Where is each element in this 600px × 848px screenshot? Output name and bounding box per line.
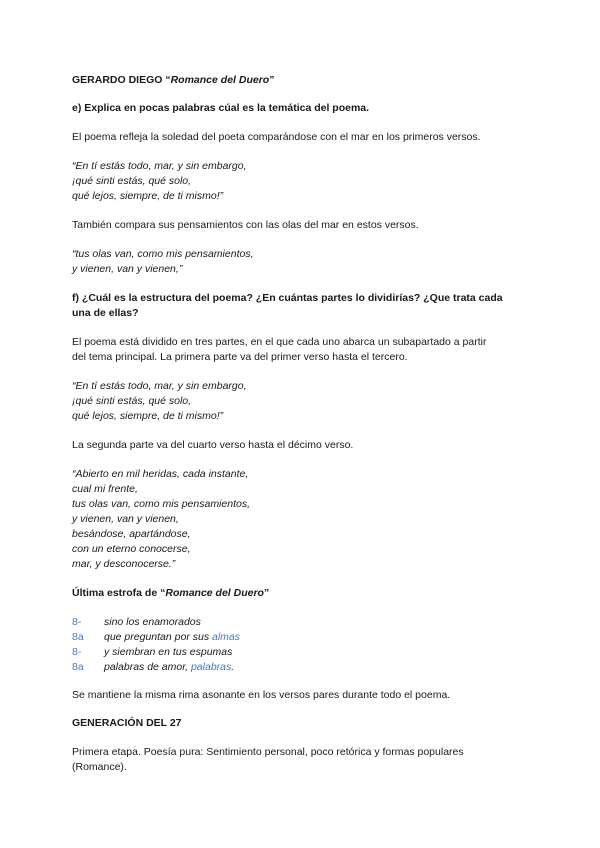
quote4-line: “Abierto en mil heridas, cada instante, [72, 468, 249, 480]
quote3-line: ¡qué sinti estás, qué solo, [72, 395, 192, 407]
verse-text: y siembran en tus espumas [104, 646, 233, 658]
quote4-line: besándose, apartándose, [72, 528, 191, 540]
answer-f: El poema está dividido en tres partes, en el que cada uno abarca un subapartado a partir [72, 336, 487, 348]
quote2-line: y vienen, van y vienen,” [72, 263, 183, 275]
quote1-line: “En tí estás todo, mar, y sin embargo, [72, 160, 247, 172]
quote4-line: mar, y desconocerse.” [72, 558, 176, 570]
meter-tag: 8a [72, 661, 84, 673]
quote4-line: con un eterno conocerse, [72, 543, 191, 555]
generation-title: GENERACIÓN DEL 27 [72, 717, 182, 729]
generation-text: (Romance). [72, 761, 127, 773]
stanza-verse [104, 631, 240, 644]
verse-text: sino los enamorados [104, 616, 201, 628]
quote2-line: “tus olas van, como mis pensamientos, [72, 248, 254, 260]
generation-text: Primera etapa. Poesía pura: Sentimiento personal, poco retórica y formas populares [72, 746, 464, 758]
quote1-line: qué lejos, siempre, de ti mismo!” [72, 190, 224, 202]
quote3-line: “En tí estás todo, mar, y sin embargo, [72, 380, 247, 392]
verse-text: que preguntan por sus [104, 631, 212, 643]
rhyme-note: Se mantiene la misma rima asonante en los versos pares durante todo el poema. [72, 689, 451, 701]
question-f: f) ¿Cuál es la estructura del poema? ¿En cuántas partes lo dividirías? ¿Que trata cada [72, 292, 503, 304]
answer-f2: La segunda parte va del cuarto verso hasta el décimo verso. [72, 439, 354, 451]
stanza-verse [104, 646, 232, 659]
quote3-line: qué lejos, siempre, de ti mismo!” [72, 410, 224, 422]
header-suffix: ” [269, 74, 275, 86]
meter-tag: 8- [72, 616, 82, 628]
verse-text: palabras de amor, [104, 661, 191, 673]
last-stanza-title [72, 587, 269, 600]
verse-end: . [231, 661, 235, 673]
quote4-line: tus olas van, como mis pensamientos, [72, 498, 250, 510]
question-e: e) Explica en pocas palabras cúal es la temática del poema. [72, 102, 370, 114]
answer-e: El poema refleja la soledad del poeta comparándose con el mar en los primeros versos. [72, 131, 481, 143]
answer-f: del tema principal. La primera parte va del primer verso hasta el tercero. [72, 351, 408, 363]
stanza-verse [104, 661, 234, 674]
rhyme-word: almas [212, 631, 241, 643]
answer-e2: También compara sus pensamientos con las olas del mar en estos versos. [72, 219, 419, 231]
question-f: una de ellas? [72, 307, 139, 319]
stanza-title-work: Romance del Duero [165, 587, 264, 599]
stanza-verse [104, 616, 201, 629]
quote4-line: cual mi frente, [72, 483, 138, 495]
meter-tag: 8- [72, 646, 82, 658]
meter-tag: 8a [72, 631, 84, 643]
quote4-line: y vienen, van y vienen, [72, 513, 179, 525]
header-prefix: GERARDO DIEGO “ [72, 74, 171, 86]
rhyme-word: palabras [190, 661, 232, 673]
quote1-line: ¡qué sinti estás, qué solo, [72, 175, 192, 187]
stanza-title-prefix: Última estrofa de “ [72, 587, 166, 599]
stanza-title-suffix: ” [263, 587, 270, 599]
header-work-title: Romance del Duero [170, 74, 270, 86]
document-header [72, 74, 274, 87]
